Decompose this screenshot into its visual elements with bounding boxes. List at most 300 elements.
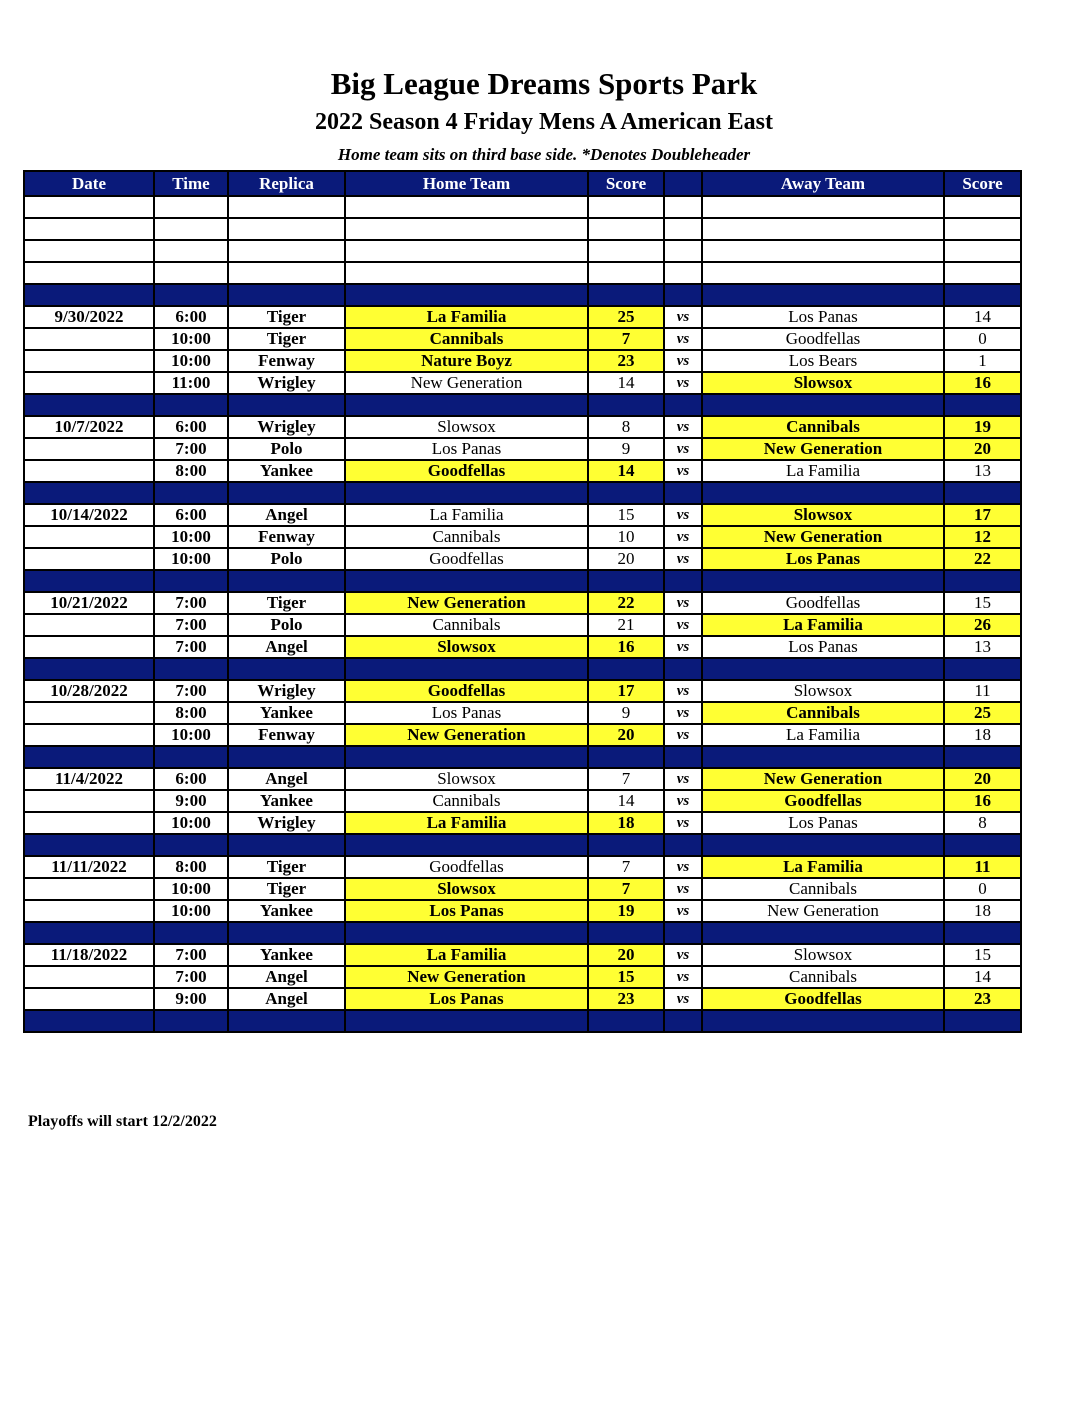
vs-cell: vs (664, 812, 702, 834)
home-score-cell: 9 (588, 702, 664, 724)
empty-cell (702, 218, 944, 240)
away-team-cell: Goodfellas (702, 592, 944, 614)
empty-cell (944, 570, 1021, 592)
home-score-cell: 21 (588, 614, 664, 636)
empty-cell (664, 218, 702, 240)
away-score-cell: 12 (944, 526, 1021, 548)
away-score-cell: 19 (944, 416, 1021, 438)
replica-cell: Wrigley (228, 680, 345, 702)
empty-cell (154, 482, 228, 504)
away-score-cell: 26 (944, 614, 1021, 636)
home-score-cell: 7 (588, 856, 664, 878)
empty-cell (345, 570, 588, 592)
away-score-cell: 14 (944, 306, 1021, 328)
col-away-score: Score (944, 171, 1021, 196)
home-score-cell: 7 (588, 878, 664, 900)
replica-cell: Fenway (228, 526, 345, 548)
replica-cell: Yankee (228, 900, 345, 922)
time-cell: 9:00 (154, 790, 228, 812)
time-cell: 10:00 (154, 878, 228, 900)
date-cell (24, 966, 154, 988)
date-cell (24, 702, 154, 724)
game-row (24, 812, 1021, 834)
game-row (24, 900, 1021, 922)
time-cell: 10:00 (154, 724, 228, 746)
home-team-cell: Cannibals (345, 614, 588, 636)
empty-cell (24, 196, 154, 218)
header-row (24, 171, 1021, 196)
playoffs-note: Playoffs will start 12/2/2022 (28, 1113, 217, 1130)
vs-cell: vs (664, 790, 702, 812)
time-cell: 10:00 (154, 526, 228, 548)
empty-cell (345, 1010, 588, 1032)
empty-cell (664, 922, 702, 944)
time-cell: 6:00 (154, 416, 228, 438)
empty-cell (664, 262, 702, 284)
empty-cell (228, 658, 345, 680)
week-separator-row (24, 1010, 1021, 1032)
empty-cell (154, 218, 228, 240)
away-score-cell: 16 (944, 372, 1021, 394)
replica-cell: Tiger (228, 856, 345, 878)
home-score-cell: 20 (588, 724, 664, 746)
col-replica: Replica (228, 171, 345, 196)
home-team-cell: La Familia (345, 944, 588, 966)
away-team-cell: New Generation (702, 900, 944, 922)
empty-cell (228, 240, 345, 262)
empty-cell (24, 1010, 154, 1032)
home-score-cell: 14 (588, 790, 664, 812)
schedule-body (24, 196, 1021, 1032)
away-score-cell: 23 (944, 988, 1021, 1010)
vs-cell: vs (664, 702, 702, 724)
game-row (24, 416, 1021, 438)
away-score-cell: 13 (944, 636, 1021, 658)
away-team-cell: Cannibals (702, 878, 944, 900)
away-score-cell: 0 (944, 878, 1021, 900)
home-team-cell: Cannibals (345, 790, 588, 812)
home-score-cell: 22 (588, 592, 664, 614)
date-cell (24, 350, 154, 372)
home-score-cell: 14 (588, 372, 664, 394)
vs-cell: vs (664, 680, 702, 702)
date-cell (24, 878, 154, 900)
game-row (24, 636, 1021, 658)
home-team-cell: Slowsox (345, 768, 588, 790)
date-cell: 9/30/2022 (24, 306, 154, 328)
vs-cell: vs (664, 526, 702, 548)
empty-cell (345, 834, 588, 856)
empty-cell (24, 834, 154, 856)
away-team-cell: Goodfellas (702, 328, 944, 350)
empty-cell (24, 570, 154, 592)
home-score-cell: 14 (588, 460, 664, 482)
date-cell (24, 548, 154, 570)
replica-cell: Fenway (228, 724, 345, 746)
empty-cell (154, 570, 228, 592)
date-cell (24, 372, 154, 394)
time-cell: 8:00 (154, 856, 228, 878)
time-cell: 10:00 (154, 328, 228, 350)
empty-cell (664, 834, 702, 856)
date-cell: 11/4/2022 (24, 768, 154, 790)
home-team-cell: Nature Boyz (345, 350, 588, 372)
empty-cell (702, 394, 944, 416)
vs-cell: vs (664, 592, 702, 614)
empty-cell (24, 284, 154, 306)
week-separator-row (24, 834, 1021, 856)
empty-cell (588, 570, 664, 592)
game-row (24, 702, 1021, 724)
empty-cell (588, 658, 664, 680)
empty-cell (154, 1010, 228, 1032)
time-cell: 7:00 (154, 680, 228, 702)
empty-cell (588, 262, 664, 284)
away-team-cell: Los Panas (702, 548, 944, 570)
away-team-cell: New Generation (702, 768, 944, 790)
replica-cell: Yankee (228, 790, 345, 812)
vs-cell: vs (664, 878, 702, 900)
blank-row (24, 262, 1021, 284)
replica-cell: Tiger (228, 306, 345, 328)
away-score-cell: 25 (944, 702, 1021, 724)
game-row (24, 944, 1021, 966)
away-score-cell: 18 (944, 724, 1021, 746)
page-subtitle: 2022 Season 4 Friday Mens A American East (314, 109, 773, 135)
empty-cell (24, 482, 154, 504)
vs-cell: vs (664, 416, 702, 438)
empty-cell (702, 1010, 944, 1032)
empty-cell (702, 834, 944, 856)
empty-cell (588, 834, 664, 856)
empty-cell (944, 218, 1021, 240)
vs-cell: vs (664, 460, 702, 482)
replica-cell: Angel (228, 504, 345, 526)
empty-cell (588, 746, 664, 768)
date-cell (24, 724, 154, 746)
empty-cell (702, 284, 944, 306)
game-row (24, 306, 1021, 328)
time-cell: 8:00 (154, 460, 228, 482)
away-score-cell: 16 (944, 790, 1021, 812)
empty-cell (345, 482, 588, 504)
away-team-cell: La Familia (702, 460, 944, 482)
col-vs (664, 171, 702, 196)
empty-cell (702, 482, 944, 504)
blank-row (24, 196, 1021, 218)
vs-cell: vs (664, 768, 702, 790)
game-row (24, 504, 1021, 526)
away-team-cell: Cannibals (702, 416, 944, 438)
replica-cell: Tiger (228, 328, 345, 350)
home-team-cell: Los Panas (345, 438, 588, 460)
home-team-cell: Los Panas (345, 900, 588, 922)
empty-cell (24, 240, 154, 262)
home-score-cell: 15 (588, 504, 664, 526)
vs-cell: vs (664, 966, 702, 988)
empty-cell (664, 394, 702, 416)
time-cell: 11:00 (154, 372, 228, 394)
empty-cell (664, 1010, 702, 1032)
away-team-cell: Slowsox (702, 372, 944, 394)
date-cell: 10/14/2022 (24, 504, 154, 526)
empty-cell (664, 240, 702, 262)
empty-cell (664, 658, 702, 680)
home-team-cell: La Familia (345, 504, 588, 526)
empty-cell (154, 922, 228, 944)
home-score-cell: 7 (588, 328, 664, 350)
time-cell: 7:00 (154, 944, 228, 966)
empty-cell (154, 394, 228, 416)
time-cell: 10:00 (154, 900, 228, 922)
week-separator-row (24, 284, 1021, 306)
away-score-cell: 11 (944, 680, 1021, 702)
week-separator-row (24, 922, 1021, 944)
empty-cell (702, 196, 944, 218)
away-team-cell: La Familia (702, 856, 944, 878)
replica-cell: Angel (228, 966, 345, 988)
date-cell (24, 438, 154, 460)
empty-cell (154, 284, 228, 306)
empty-cell (345, 240, 588, 262)
replica-cell: Angel (228, 988, 345, 1010)
date-cell (24, 900, 154, 922)
empty-cell (702, 262, 944, 284)
away-team-cell: Goodfellas (702, 790, 944, 812)
vs-cell: vs (664, 856, 702, 878)
away-score-cell: 15 (944, 944, 1021, 966)
date-cell: 11/11/2022 (24, 856, 154, 878)
date-cell (24, 790, 154, 812)
empty-cell (944, 262, 1021, 284)
empty-cell (345, 196, 588, 218)
empty-cell (702, 570, 944, 592)
empty-cell (24, 658, 154, 680)
date-cell (24, 988, 154, 1010)
replica-cell: Wrigley (228, 812, 345, 834)
home-team-cell: Goodfellas (345, 548, 588, 570)
empty-cell (228, 834, 345, 856)
game-row (24, 350, 1021, 372)
empty-cell (588, 218, 664, 240)
home-score-cell: 23 (588, 350, 664, 372)
home-team-cell: Goodfellas (345, 680, 588, 702)
away-team-cell: Los Bears (702, 350, 944, 372)
game-row (24, 460, 1021, 482)
empty-cell (228, 284, 345, 306)
home-team-cell: Los Panas (345, 988, 588, 1010)
empty-cell (944, 394, 1021, 416)
replica-cell: Angel (228, 768, 345, 790)
empty-cell (228, 394, 345, 416)
game-row (24, 592, 1021, 614)
empty-cell (24, 922, 154, 944)
col-home-score: Score (588, 171, 664, 196)
game-row (24, 526, 1021, 548)
empty-cell (588, 1010, 664, 1032)
empty-cell (944, 240, 1021, 262)
away-team-cell: Goodfellas (702, 988, 944, 1010)
schedule-table (23, 170, 1022, 1033)
replica-cell: Tiger (228, 592, 345, 614)
time-cell: 6:00 (154, 768, 228, 790)
game-row (24, 372, 1021, 394)
empty-cell (664, 482, 702, 504)
game-row (24, 680, 1021, 702)
empty-cell (154, 658, 228, 680)
date-cell: 10/7/2022 (24, 416, 154, 438)
vs-cell: vs (664, 372, 702, 394)
home-team-cell: New Generation (345, 592, 588, 614)
away-team-cell: Los Panas (702, 306, 944, 328)
page-title: Big League Dreams Sports Park (330, 66, 758, 101)
empty-cell (228, 262, 345, 284)
away-team-cell: La Familia (702, 724, 944, 746)
home-team-cell: Goodfellas (345, 856, 588, 878)
away-team-cell: La Familia (702, 614, 944, 636)
away-team-cell: Los Panas (702, 636, 944, 658)
game-row (24, 614, 1021, 636)
home-score-cell: 16 (588, 636, 664, 658)
date-cell (24, 526, 154, 548)
week-separator-row (24, 746, 1021, 768)
date-cell: 10/28/2022 (24, 680, 154, 702)
time-cell: 10:00 (154, 350, 228, 372)
vs-cell: vs (664, 614, 702, 636)
empty-cell (944, 284, 1021, 306)
empty-cell (588, 196, 664, 218)
home-score-cell: 8 (588, 416, 664, 438)
replica-cell: Yankee (228, 460, 345, 482)
vs-cell: vs (664, 306, 702, 328)
blank-row (24, 218, 1021, 240)
game-row (24, 438, 1021, 460)
home-team-cell: Los Panas (345, 702, 588, 724)
empty-cell (588, 482, 664, 504)
away-score-cell: 1 (944, 350, 1021, 372)
empty-cell (588, 240, 664, 262)
away-score-cell: 0 (944, 328, 1021, 350)
date-cell (24, 636, 154, 658)
time-cell: 10:00 (154, 812, 228, 834)
time-cell: 7:00 (154, 592, 228, 614)
empty-cell (345, 262, 588, 284)
vs-cell: vs (664, 548, 702, 570)
empty-cell (702, 746, 944, 768)
empty-cell (228, 1010, 345, 1032)
time-cell: 7:00 (154, 966, 228, 988)
empty-cell (588, 394, 664, 416)
empty-cell (154, 746, 228, 768)
col-home-team: Home Team (345, 171, 588, 196)
home-team-cell: Slowsox (345, 416, 588, 438)
week-separator-row (24, 482, 1021, 504)
home-team-cell: La Familia (345, 812, 588, 834)
empty-cell (702, 240, 944, 262)
empty-cell (345, 746, 588, 768)
time-cell: 7:00 (154, 636, 228, 658)
time-cell: 6:00 (154, 306, 228, 328)
date-cell: 10/21/2022 (24, 592, 154, 614)
vs-cell: vs (664, 724, 702, 746)
home-score-cell: 15 (588, 966, 664, 988)
replica-cell: Angel (228, 636, 345, 658)
empty-cell (345, 658, 588, 680)
date-cell: 11/18/2022 (24, 944, 154, 966)
vs-cell: vs (664, 988, 702, 1010)
week-separator-row (24, 658, 1021, 680)
replica-cell: Yankee (228, 702, 345, 724)
replica-cell: Polo (228, 614, 345, 636)
week-separator-row (24, 570, 1021, 592)
empty-cell (228, 196, 345, 218)
vs-cell: vs (664, 944, 702, 966)
vs-cell: vs (664, 636, 702, 658)
empty-cell (24, 746, 154, 768)
col-date: Date (24, 171, 154, 196)
away-score-cell: 8 (944, 812, 1021, 834)
home-score-cell: 19 (588, 900, 664, 922)
time-cell: 6:00 (154, 504, 228, 526)
replica-cell: Wrigley (228, 416, 345, 438)
home-score-cell: 7 (588, 768, 664, 790)
away-team-cell: Cannibals (702, 702, 944, 724)
empty-cell (664, 570, 702, 592)
away-team-cell: Slowsox (702, 944, 944, 966)
empty-cell (345, 922, 588, 944)
home-score-cell: 20 (588, 548, 664, 570)
empty-cell (664, 284, 702, 306)
home-score-cell: 18 (588, 812, 664, 834)
game-row (24, 790, 1021, 812)
empty-cell (345, 284, 588, 306)
vs-cell: vs (664, 328, 702, 350)
empty-cell (702, 922, 944, 944)
week-separator-row (24, 394, 1021, 416)
away-score-cell: 22 (944, 548, 1021, 570)
empty-cell (944, 1010, 1021, 1032)
home-team-cell: New Generation (345, 966, 588, 988)
game-row (24, 724, 1021, 746)
empty-cell (664, 746, 702, 768)
away-team-cell: New Generation (702, 438, 944, 460)
empty-cell (228, 746, 345, 768)
away-score-cell: 13 (944, 460, 1021, 482)
home-team-cell: New Generation (345, 372, 588, 394)
replica-cell: Polo (228, 438, 345, 460)
date-cell (24, 812, 154, 834)
game-row (24, 856, 1021, 878)
replica-cell: Fenway (228, 350, 345, 372)
game-row (24, 768, 1021, 790)
home-team-cell: Slowsox (345, 878, 588, 900)
empty-cell (588, 284, 664, 306)
home-team-cell: Cannibals (345, 328, 588, 350)
empty-cell (24, 262, 154, 284)
vs-cell: vs (664, 504, 702, 526)
home-score-cell: 25 (588, 306, 664, 328)
empty-cell (154, 240, 228, 262)
time-cell: 7:00 (154, 614, 228, 636)
date-cell (24, 328, 154, 350)
home-team-cell: La Familia (345, 306, 588, 328)
home-team-cell: Goodfellas (345, 460, 588, 482)
empty-cell (944, 196, 1021, 218)
away-score-cell: 11 (944, 856, 1021, 878)
game-row (24, 328, 1021, 350)
game-row (24, 988, 1021, 1010)
home-team-cell: New Generation (345, 724, 588, 746)
